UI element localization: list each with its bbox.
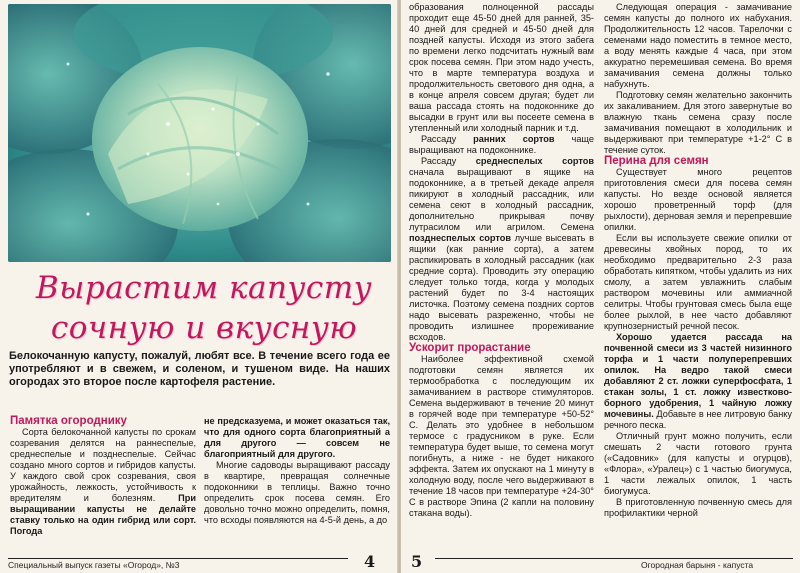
text: лучше высевать в ящики (как ранние сорта), а затем распикировать в холодный рассадник (как средние сорта). Проводить эту операцию следует только тогда, когда у молодых растений будет по 3-4 настоящих листочка. Поэтому семена поздних сортов надо высевать разреженно, чтобы не проводить излишнее прореживание всходов. xyxy=(409,233,594,342)
right-footer xyxy=(401,552,800,573)
page-number: 4 xyxy=(364,552,376,571)
cabbage-image xyxy=(8,4,391,262)
paragraph: Отличный грунт можно получить, если смешать 2 части готового грунта («Садовник» (для капусты и огурцов), «Флора», «Уралец») с 1 частью биогумуса, 1 части лежалых опилок, 1 часть биогумуса. xyxy=(604,431,792,496)
left-column-2 xyxy=(204,416,390,526)
paragraph-text: Сорта белокочанной капусты по срокам созревания делятся на раннеспелые, среднеспелые и позднеспелые. Сейчас создано много сортов и гибридов капусты. У каждого свой срок созревания, своя урожайность, лежкость, устойчивость к вредителям и болезням. xyxy=(10,427,196,503)
bold-term: среднеспелых сортов xyxy=(475,156,594,166)
right-column-1 xyxy=(409,2,594,519)
paragraph xyxy=(409,134,594,156)
left-page xyxy=(0,0,399,573)
title-line-1: Вырастим капусту xyxy=(35,270,373,306)
paragraph: Подготовку семян желательно закончить их закаливанием. Для этого завернутые во влажную ткань семена сразу после замачивания помещают в холодильник и выдерживают при температуре +1-2° С в течение суток. xyxy=(604,90,792,155)
footer-rule xyxy=(8,558,348,559)
paragraph: В приготовленную почвенную смесь для профилактики черной xyxy=(604,497,792,518)
paragraph xyxy=(604,332,792,431)
text: Рассаду xyxy=(421,134,474,144)
heading-germination: Ускорит прорастание xyxy=(409,342,531,354)
left-column-1 xyxy=(10,416,196,537)
footer-text: Огородная барыня - капуста xyxy=(641,560,754,570)
heading-seedbed: Перина для семян xyxy=(604,155,709,167)
bold-tip-cont: не предсказуема, и может оказаться так, что для одного сорта благоприятный а для другого — совсем не благоприятный для другого. xyxy=(204,416,390,459)
cabbage-photo xyxy=(8,4,391,262)
paragraph: Наиболее эффективной схемой подготовки семян является их термообработка с последующим их замачиванием в растворе стимуляторов. Семена выдерживают в течение 20 минут в горячей воде при температуре +50-52° С. Делать это удобнее в небольшом термосе с градусником в руке. Если температура будет выше, то семена могут погибнуть, а ниже - не будет никакого эффекта. Затем их опускают на 1 минуту в холодную воду, после чего выдерживают в течение 18 часов при температуре +24-30° С в растворе Эпина (2 капли на половину стакана воды). xyxy=(409,354,594,518)
footer-rule xyxy=(435,558,793,559)
page-number: 5 xyxy=(411,552,423,571)
bold-tip: При выращивании капусты не делайте ставку только на один гибрид или сорт. Погода xyxy=(10,493,196,536)
bold-term: ранних сортов xyxy=(473,134,555,144)
paragraph: Если вы используете свежие опилки от древесины хвойных пород, то их необходимо предварительно 2-3 раза обработать кипятком, чтобы удалить из них смолу, а затем увлажнить слабым раствором мочевины или аммиачной селитры. Чтобы грунтовая смесь была еще более рыхлой, в нее часто добавляют крупнозернистый речной песок. xyxy=(604,233,792,331)
footer-text: Специальный выпуск газеты «Огород», №3 xyxy=(8,560,180,570)
paragraph xyxy=(409,156,594,343)
bold-recipe: Хорошо удается рассада на почвенной смеси из 3 частей низинного торфа и 1 части полуперепревших опилок. На ведро такой смеси добавляют 2 ст. ложки суперфосфата, 1 стакан золы, 1 ст. ложку известково-борного удобрения, 1 чайную ложку мочевины. xyxy=(604,332,792,419)
text: Рассаду xyxy=(421,156,476,166)
paragraph: Многие садоводы выращивают рассаду в квартире, превращая солнечные подоконники в теплицы. Важно точно определить срок посева семян. Его довольно точно можно определить, помня, что всходы появляются на 4-5-й день, а до xyxy=(204,460,390,525)
heading-memo: Памятка огороднику xyxy=(10,415,127,427)
article-title xyxy=(18,268,390,348)
text: чаще выращивают на подоконнике. xyxy=(409,134,594,155)
bold-term: позднеспелых сортов xyxy=(409,233,512,243)
right-column-2 xyxy=(604,2,792,519)
paragraph: Следующая операция - замачивание семян капусты до полного их набухания. Продолжительность 12 часов. Тарелочки с семенами надо поместить в темное место, а воду менять каждые 4 часа, при этом аккуратно перемешивая семена. Во время замачивания семена должны только набухнуть. xyxy=(604,2,792,89)
text: Добавьте в нее литровую банку речного песка. xyxy=(604,409,792,430)
title-line-2: сочную и вкусную xyxy=(50,310,358,346)
paragraph xyxy=(204,416,390,460)
left-footer xyxy=(0,552,398,573)
paragraph: образования полноценной рассады проходит еще 45-50 дней для ранней, 35-40 дней для средней и 45-50 дней для поздней капусты. Исходя из этого забега по времени легко подсчитать нужный вам срок посева семян. При этом надо учесть, что в марте температура воздуха и продолжительность светового дня одна, а в конце апреля совсем другая; будет ли ваша рассада стоять на подоконнике до высадки в грунт или вы посеете семена в утепленный или холодный парник и т.д. xyxy=(409,2,594,133)
paragraph xyxy=(10,427,196,537)
right-page xyxy=(401,0,800,573)
paragraph: Существует много рецептов приготовления смеси для посева семян капусты. Но везде основой является хорошо проветренный торф (для рыхлости), дерновая земля и перепревшие опилки. xyxy=(604,167,792,232)
lead-paragraph: Белокочанную капусту, пожалуй, любят все. В течение всего года ее употребляют и в свежем, и соленом, и тушеном виде. На наших огородах это второе после картофеля растение. xyxy=(9,350,390,389)
text: сначала выращивают в ящике на подоконнике, а в третьей декаде апреля пикируют в холодный рассадник, или семена сеют в холодный рассадник, дополнительно прикрывая почву лутрасилом или агрилом. Семена xyxy=(409,167,594,232)
